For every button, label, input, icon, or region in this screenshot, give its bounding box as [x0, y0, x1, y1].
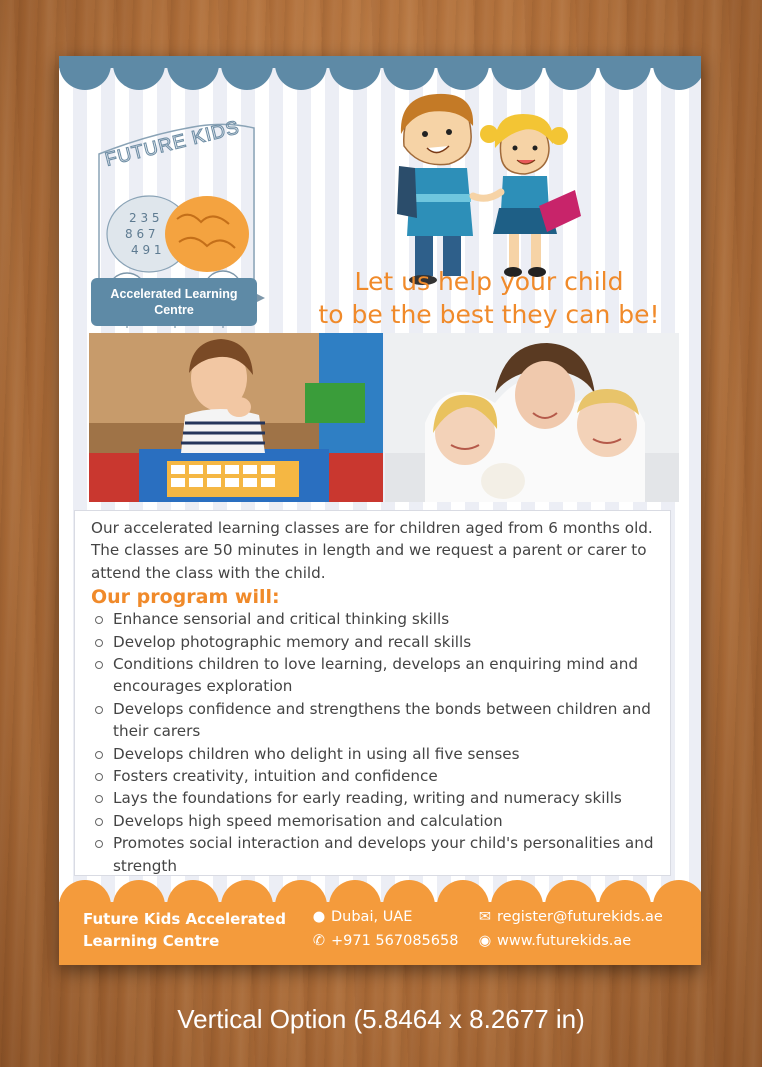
photo-girl-at-desk	[89, 333, 383, 502]
list-item: Lays the foundations for early reading, writing and numeracy skills	[91, 787, 656, 809]
flyer	[59, 56, 701, 965]
page-caption: Vertical Option (5.8464 x 8.2677 in)	[177, 1004, 585, 1034]
svg-text:8 6 7: 8 6 7	[125, 227, 156, 241]
logo-wordmark: FUTURE KIDS	[103, 117, 242, 171]
list-item: Fosters creativity, intuition and confidence	[91, 765, 656, 787]
list-item: Enhance sensorial and critical thinking skills	[91, 608, 656, 630]
footer	[59, 880, 701, 965]
bullet-circle-icon	[95, 818, 103, 826]
program-list	[91, 608, 656, 877]
logo-badge	[91, 278, 257, 326]
map-pin-icon: ●	[312, 909, 326, 925]
bullet-circle-icon	[95, 773, 103, 781]
globe-icon: ◉	[478, 933, 492, 949]
logo-badge-line2: Centre	[154, 303, 194, 317]
list-item: Promotes social interaction and develops your child's personalities and strength	[91, 832, 656, 877]
photo-mother-and-children	[385, 333, 679, 502]
bullet-circle-icon	[95, 661, 103, 669]
tagline-line1: Let us help your child	[354, 267, 624, 296]
footer-website[interactable]: ◉ www.futurekids.ae	[478, 933, 632, 949]
list-item: Develops high speed memorisation and calculation	[91, 810, 656, 832]
envelope-icon: ✉	[478, 909, 492, 925]
program-heading: Our program will:	[91, 586, 280, 609]
list-item: Develop photographic memory and recall skills	[91, 631, 656, 653]
svg-text:4 9 1: 4 9 1	[131, 243, 162, 257]
footer-email[interactable]: ✉ register@futurekids.ae	[478, 909, 663, 925]
footer-phone[interactable]: ✆ +971 567085658	[312, 933, 459, 949]
svg-text:2 3 5: 2 3 5	[129, 211, 160, 225]
logo-badge-line1: Accelerated Learning	[110, 287, 238, 301]
list-item: Conditions children to love learning, develops an enquiring mind and encourages exploration	[91, 653, 656, 698]
bullet-circle-icon	[95, 706, 103, 714]
bullet-circle-icon	[95, 795, 103, 803]
cartoon-kids-illustration	[389, 86, 589, 286]
phone-icon: ✆	[312, 933, 326, 949]
footer-centre-name: Future Kids Accelerated Learning Centre	[83, 910, 286, 950]
footer-location: ● Dubai, UAE	[312, 909, 413, 925]
top-scallop-border	[59, 56, 701, 90]
bullet-circle-icon	[95, 639, 103, 647]
tagline-line2: to be the best they can be!	[318, 300, 660, 329]
bullet-circle-icon	[95, 751, 103, 759]
list-item: Develops children who delight in using all five senses	[91, 743, 656, 765]
bullet-circle-icon	[95, 840, 103, 848]
intro-paragraph: Our accelerated learning classes are for children aged from 6 months old. The classes are 50 minutes in length and we request a parent or carer to attend the class with the child.	[91, 519, 653, 582]
list-item: Develops confidence and strengthens the bonds between children and their carers	[91, 698, 656, 743]
program-content-box	[74, 510, 671, 876]
tagline	[299, 265, 679, 331]
bullet-circle-icon	[95, 616, 103, 624]
